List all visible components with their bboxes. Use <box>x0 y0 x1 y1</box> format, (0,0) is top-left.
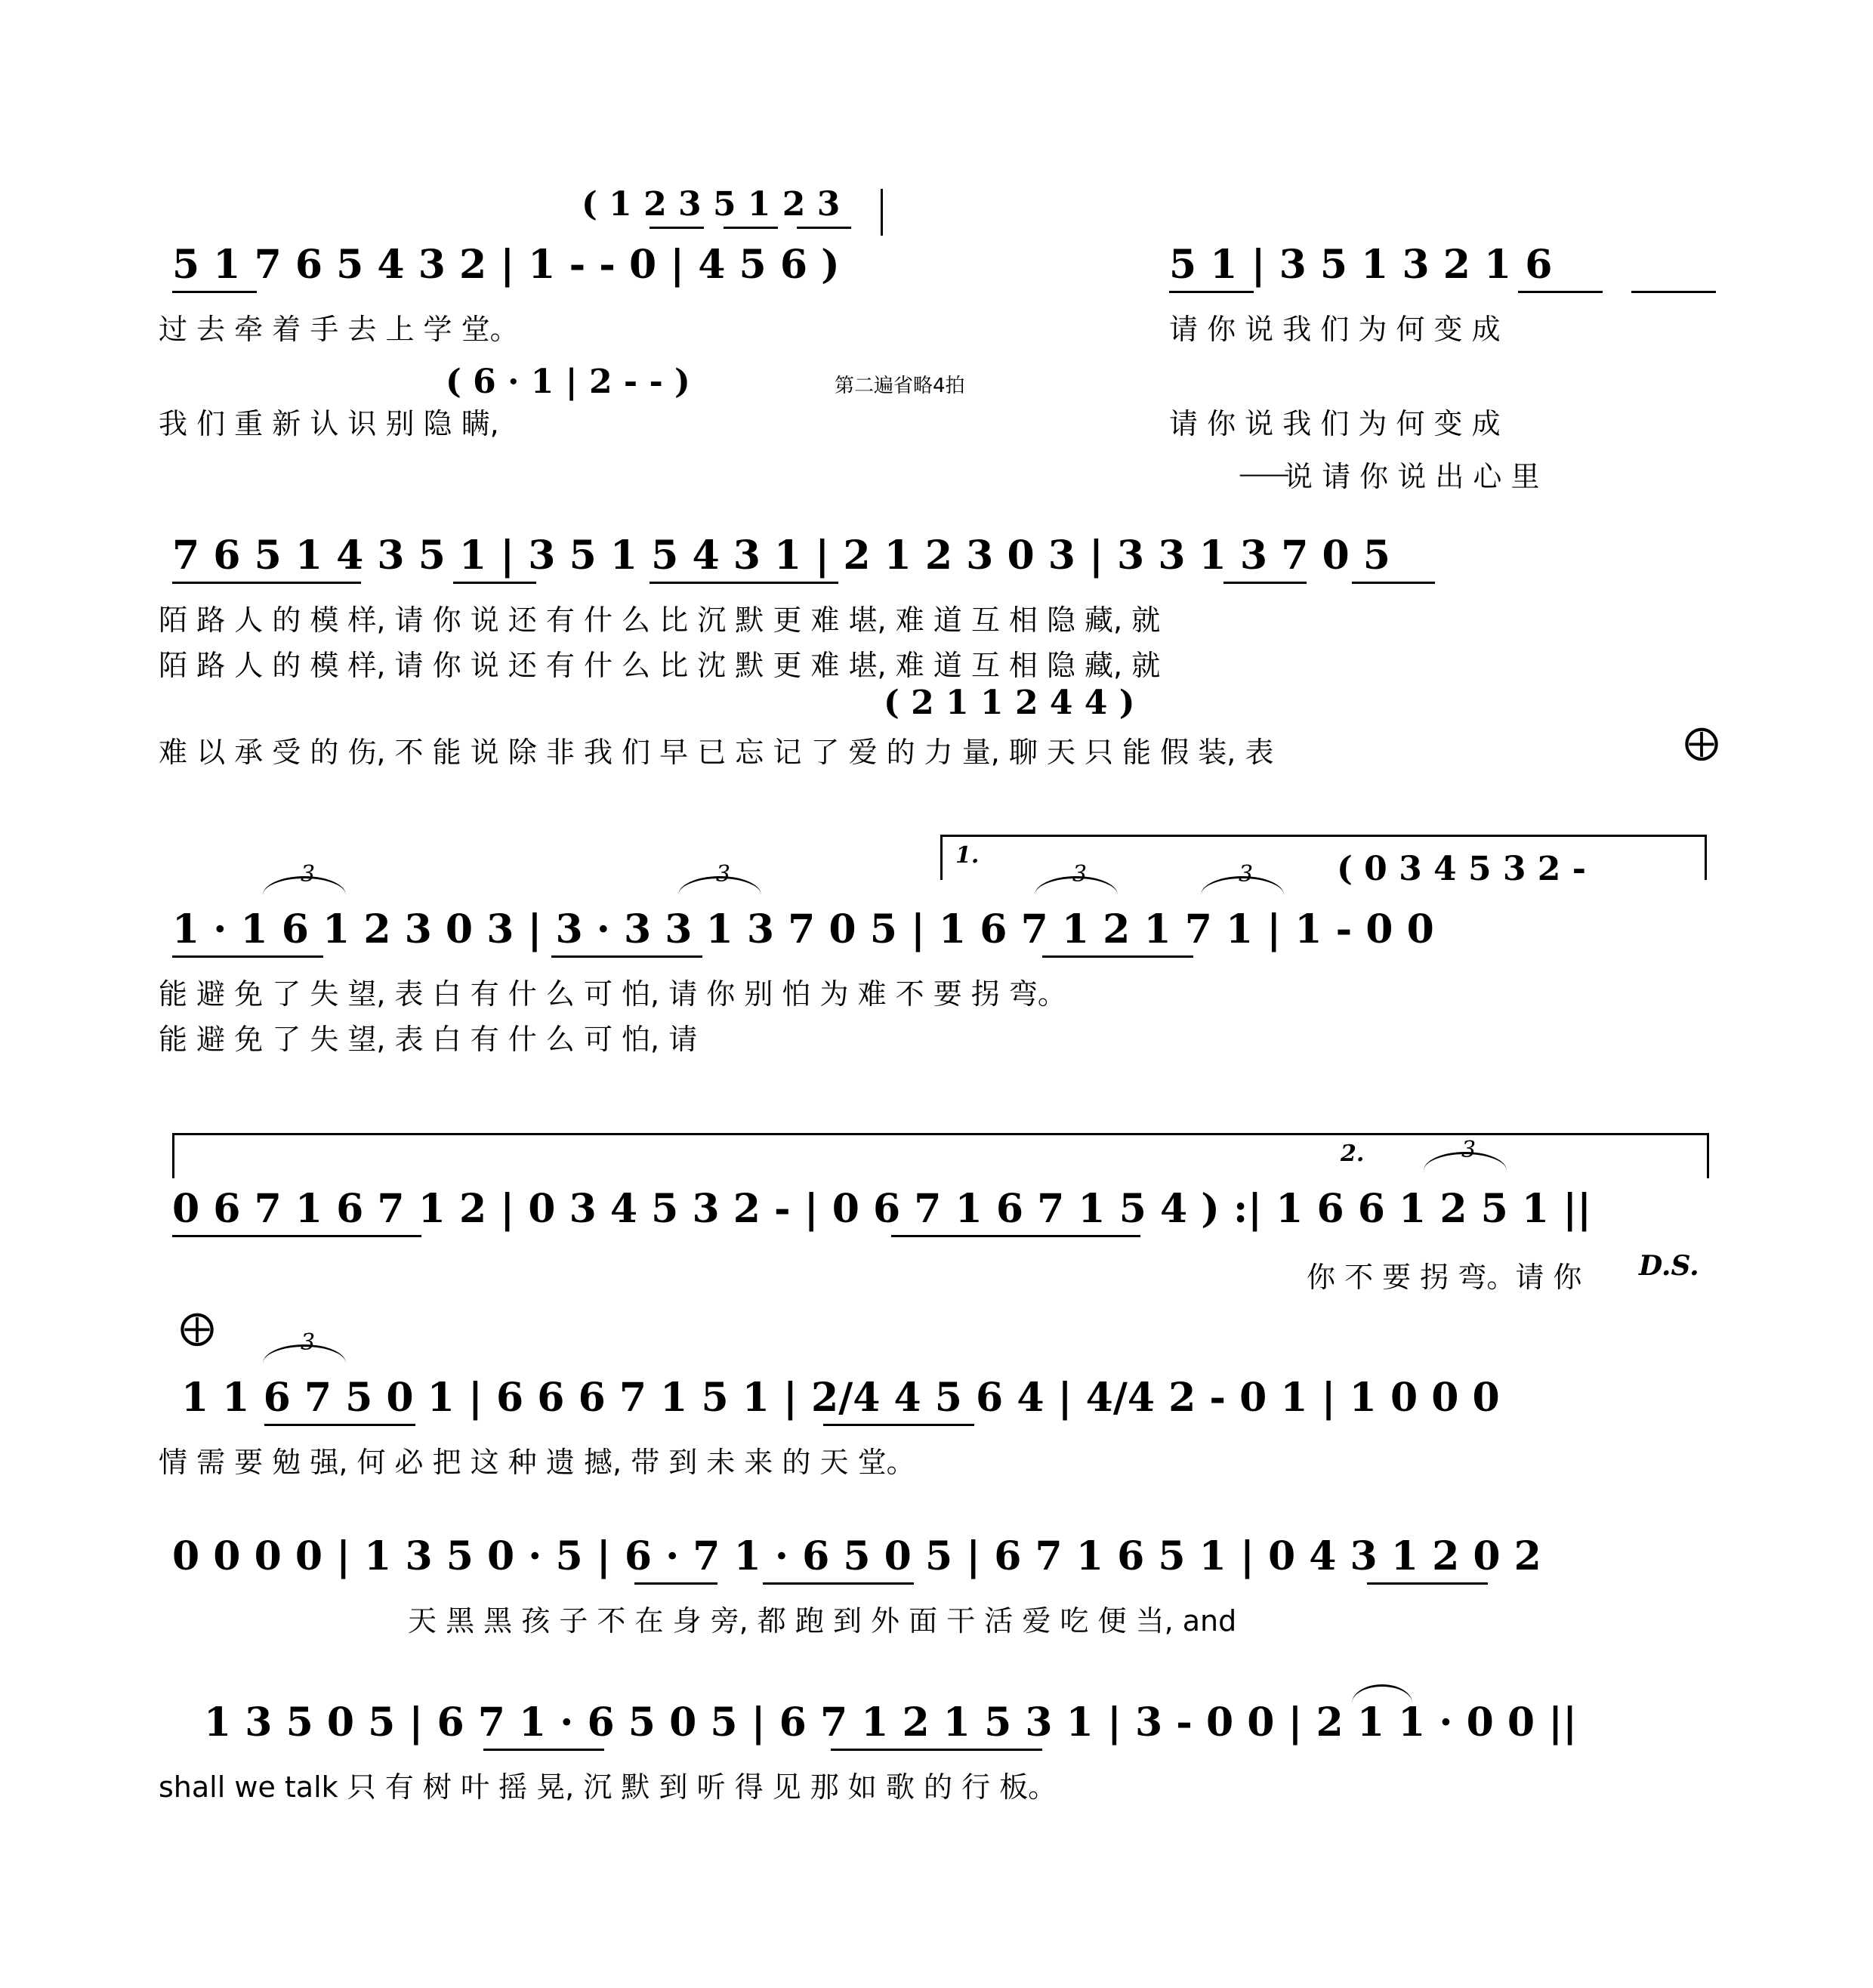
ending-bracket <box>172 1133 1709 1135</box>
beam-line <box>724 227 778 229</box>
coda-icon: ⨁ <box>1684 721 1719 762</box>
ending-bracket <box>940 835 1707 837</box>
ending-bracket-leg <box>1705 835 1707 880</box>
lyric-row-right: 请 你 说 我 们 为 何 变 成 <box>1169 313 1501 346</box>
notes-row: 1 1 6 7 5 0 1 | 6 6 6 7 1 5 1 | 2/4 4 5 6 4 | 4/4 2 - 0 1 | 1 0 0 0 <box>181 1375 1500 1421</box>
bracket-notes: ( 0 3 4 5 3 2 - <box>1337 850 1586 888</box>
ending-bracket-leg <box>1707 1133 1709 1178</box>
beam-line <box>1223 582 1307 584</box>
notes-row: 7 6 5 1 4 3 5 1 | 3 5 1 5 4 3 1 | 2 1 2 3 0 3 | 3 3 1 3 7 0 5 <box>172 532 1390 579</box>
beam-line <box>1042 955 1193 958</box>
ds-label: D.S. <box>1639 1250 1699 1282</box>
lyric-row: 你 不 要 拐 弯。请 你 <box>1307 1261 1582 1294</box>
triplet-label: 3 <box>716 861 731 888</box>
lyric-row: 难 以 承 受 的 伤, 不 能 说 除 非 我 们 早 已 忘 记 了 爱 的 力 量, 聊 天 只 能 假 装, 表 <box>159 736 1274 769</box>
beam-line <box>1367 1582 1488 1585</box>
slur-arc <box>1035 876 1118 895</box>
lyric-row: 情 需 要 勉 强, 何 必 把 这 种 遗 撼, 带 到 未 来 的 天 堂。 <box>159 1446 915 1479</box>
beam-line <box>172 1235 421 1237</box>
beam-line <box>551 955 702 958</box>
barline <box>881 189 883 236</box>
beam-line <box>172 291 257 293</box>
lyric-row-right: 说 请 你 说 出 心 里 <box>1284 460 1540 493</box>
triplet-label: 3 <box>301 861 316 888</box>
beam-line <box>172 582 361 584</box>
slur-arc <box>263 1344 346 1363</box>
ending-bracket-leg <box>940 835 943 880</box>
ending-bracket-leg <box>172 1133 174 1178</box>
triplet-label: 3 <box>1072 861 1088 888</box>
segno-icon: ⸺ <box>1239 456 1290 491</box>
ending-label-1: 1. <box>955 842 980 869</box>
notes-row: 5 1 7 6 5 4 3 2 | 1 - - 0 | 4 5 6 ) <box>172 242 840 288</box>
inline-small-notes: ( 6 · 1 | 2 - - ) <box>446 363 690 401</box>
slur-arc <box>1201 876 1284 895</box>
beam-line <box>453 582 536 584</box>
beam-line <box>650 227 704 229</box>
beam-line <box>264 1424 415 1426</box>
slur-arc <box>678 876 761 895</box>
beam-line <box>831 1749 1042 1751</box>
lyric-row: shall we talk 只 有 树 叶 摇 晃, 沉 默 到 听 得 见 那 如 歌 的 行 板。 <box>159 1770 1057 1804</box>
notes-row: 1 · 1 6 1 2 3 0 3 | 3 · 3 3 1 3 7 0 5 | 1 6 7 1 2 1 7 1 | 1 - 0 0 <box>172 906 1434 952</box>
lyric-row-right: 请 你 说 我 们 为 何 变 成 <box>1169 407 1501 440</box>
lyric-row: 天 黑 黑 孩 子 不 在 身 旁, 都 跑 到 外 面 干 活 爱 吃 便 当, and <box>408 1604 1237 1638</box>
beam-line <box>891 1235 1140 1237</box>
lyric-row: 陌 路 人 的 模 样, 请 你 说 还 有 什 么 比 沈 默 更 难 堪, 难 道 互 相 隐 藏, 就 <box>159 649 1161 682</box>
pickup-notes: ( 1 2 3 5 1 2 3 <box>582 185 841 224</box>
beam-line <box>1352 582 1435 584</box>
lyric-row: 过 去 牵 着 手 去 上 学 堂。 <box>159 313 519 346</box>
beam-line <box>823 1424 974 1426</box>
lyric-row: 陌 路 人 的 模 样, 请 你 说 还 有 什 么 比 沉 默 更 难 堪, 难 道 互 相 隐 藏, 就 <box>159 604 1161 637</box>
beam-line <box>1631 291 1716 293</box>
lyric-row: 我 们 重 新 认 识 别 隐 瞒, <box>159 407 499 440</box>
coda-icon: ⨁ <box>180 1307 214 1347</box>
beam-line <box>1169 291 1254 293</box>
inline-small-notes: ( 2 1 1 2 4 4 ) <box>884 684 1135 722</box>
notes-row: 1 3 5 0 5 | 6 7 1 · 6 5 0 5 | 6 7 1 2 1 5 3 1 | 3 - 0 0 | 2 1 1 · 0 0 || <box>204 1699 1577 1746</box>
beam-line <box>634 1582 717 1585</box>
triplet-label: 3 <box>1239 861 1254 888</box>
lyric-row: 能 避 免 了 失 望, 表 白 有 什 么 可 怕, 请 你 别 怕 为 难 不 要 拐 弯。 <box>159 977 1066 1011</box>
notes-row: 0 0 0 0 | 1 3 5 0 · 5 | 6 · 7 1 · 6 5 0 5 | 6 7 1 6 5 1 | 0 4 3 1 2 0 2 <box>172 1533 1541 1579</box>
beam-line <box>797 227 851 229</box>
ending-label-2: 2. <box>1341 1141 1365 1167</box>
slur-arc <box>1424 1152 1507 1171</box>
triplet-label: 3 <box>1461 1137 1476 1163</box>
beam-line <box>763 1582 914 1585</box>
slur-arc <box>263 876 346 895</box>
repeat-note: 第二遍省略4拍 <box>835 375 965 397</box>
beam-line <box>172 955 323 958</box>
beam-line <box>650 582 838 584</box>
beam-line <box>483 1749 604 1751</box>
notes-row-right: 5 1 | 3 5 1 3 2 1 6 <box>1169 242 1553 288</box>
lyric-row: 能 避 免 了 失 望, 表 白 有 什 么 可 怕, 请 <box>159 1023 698 1056</box>
notes-row: 0 6 7 1 6 7 1 2 | 0 3 4 5 3 2 - | 0 6 7 1 6 7 1 5 4 ) :| 1 6 6 1 2 5 1 || <box>172 1186 1592 1232</box>
beam-line <box>1518 291 1603 293</box>
triplet-label: 3 <box>301 1329 316 1356</box>
